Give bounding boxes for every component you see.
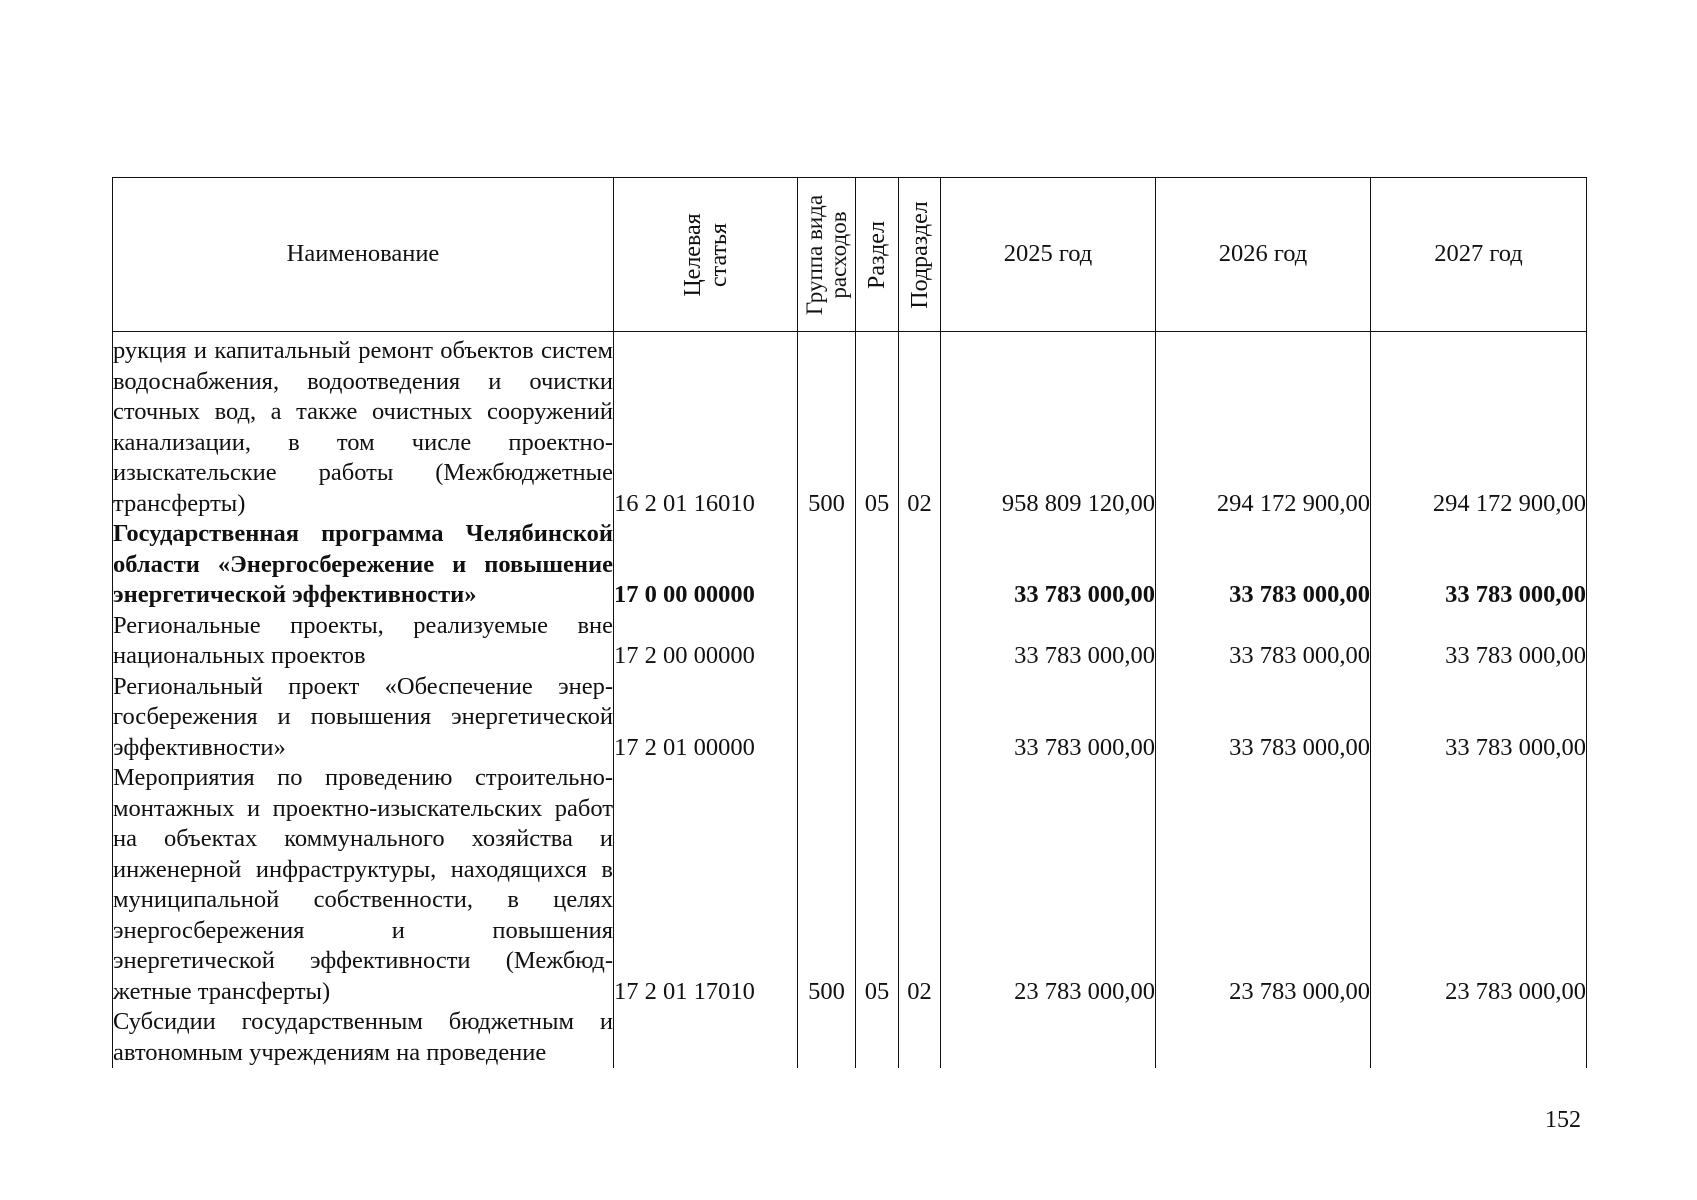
row-group: 500 (798, 332, 856, 520)
row-code: 17 2 01 00000 (614, 672, 798, 764)
row-subsection (899, 611, 941, 672)
row-name: Мероприятия по проведению строительно-монтажных и проектно-изыскательских работ на объектах коммунального хозяйства и инженерной инфраструктуры, находящихся в муниципальной собственности, в целях энергосбережения и повышения энергетической эффективности (Межбюджетные трансферты) (113, 763, 614, 1007)
row-subsection: 02 (899, 332, 941, 520)
row-subsection (899, 1007, 941, 1068)
header-subsection (899, 178, 941, 332)
row-code: 16 2 01 16010 (614, 332, 798, 520)
table-row (113, 519, 1587, 611)
row-section (856, 1007, 899, 1068)
row-group: 500 (798, 763, 856, 1007)
table-row (113, 763, 1587, 1007)
row-name: рукция и капитальный ремонт объектов систем водоснабжения, водоотведения и очистки сточных вод, а также очистных сооружений канализации, в том числе проектно-изыскательские работы (Межбюджетные трансферты) (113, 332, 614, 520)
row-section: 05 (856, 332, 899, 520)
row-section (856, 611, 899, 672)
row-code: 17 2 00 00000 (614, 611, 798, 672)
budget-table (112, 177, 1587, 1068)
row-section (856, 672, 899, 764)
header-expense-group-line1: Группа вида (801, 194, 827, 315)
row-2027: 33 783 000,00 (1371, 519, 1587, 611)
row-section (856, 519, 899, 611)
row-section: 05 (856, 763, 899, 1007)
row-2027: 23 783 000,00 (1371, 763, 1587, 1007)
row-2027 (1371, 1007, 1587, 1068)
row-group (798, 519, 856, 611)
row-2027: 33 783 000,00 (1371, 672, 1587, 764)
header-expense-group (798, 178, 856, 332)
row-2026: 23 783 000,00 (1156, 763, 1371, 1007)
header-section-label: Раздел (864, 220, 890, 289)
table-header (113, 178, 1587, 332)
header-section (856, 178, 899, 332)
header-name: Наименование (113, 178, 614, 332)
row-2025: 33 783 000,00 (941, 611, 1156, 672)
row-group (798, 611, 856, 672)
header-year-2026: 2026 год (1156, 178, 1371, 332)
row-2026 (1156, 1007, 1371, 1068)
header-year-2025: 2025 год (941, 178, 1156, 332)
table-row (113, 611, 1587, 672)
row-subsection: 02 (899, 763, 941, 1007)
row-2026: 33 783 000,00 (1156, 519, 1371, 611)
row-group (798, 1007, 856, 1068)
page-number: 152 (1545, 1107, 1581, 1133)
table-body (113, 332, 1587, 1069)
row-2025 (941, 1007, 1156, 1068)
row-2026: 294 172 900,00 (1156, 332, 1371, 520)
header-expense-group-line2: расходов (825, 210, 851, 299)
row-code: 17 0 00 00000 (614, 519, 798, 611)
row-name: Региональные проекты, реализуемые вне национальных проектов (113, 611, 614, 672)
row-subsection (899, 519, 941, 611)
row-name: Государственная программа Челябинской области «Энергосбережение и повышение энергетической эффективности» (113, 519, 614, 611)
header-target-article-line2: статья (705, 222, 732, 287)
row-name-text: Субсидии государственным бюджетным и автономным учреждениям на проведение (113, 1008, 613, 1066)
row-2025: 23 783 000,00 (941, 763, 1156, 1007)
row-2027: 294 172 900,00 (1371, 332, 1587, 520)
header-target-article-line1: Целевая (679, 212, 706, 297)
row-code (614, 1007, 798, 1068)
table-row (113, 1007, 1587, 1068)
header-year-2027: 2027 год (1371, 178, 1587, 332)
row-name: Региональный проект «Обеспечение энергосбережения и повышения энергетической эффективности» (113, 672, 614, 764)
header-subsection-label: Подраздел (906, 200, 933, 309)
row-subsection (899, 672, 941, 764)
row-group (798, 672, 856, 764)
row-2026: 33 783 000,00 (1156, 611, 1371, 672)
row-2025: 33 783 000,00 (941, 672, 1156, 764)
table-row (113, 672, 1587, 764)
row-2025: 958 809 120,00 (941, 332, 1156, 520)
table-row (113, 332, 1587, 520)
row-code: 17 2 01 17010 (614, 763, 798, 1007)
row-name (113, 1007, 614, 1068)
row-2026: 33 783 000,00 (1156, 672, 1371, 764)
row-2025: 33 783 000,00 (941, 519, 1156, 611)
header-target-article (614, 178, 798, 332)
row-2027: 33 783 000,00 (1371, 611, 1587, 672)
